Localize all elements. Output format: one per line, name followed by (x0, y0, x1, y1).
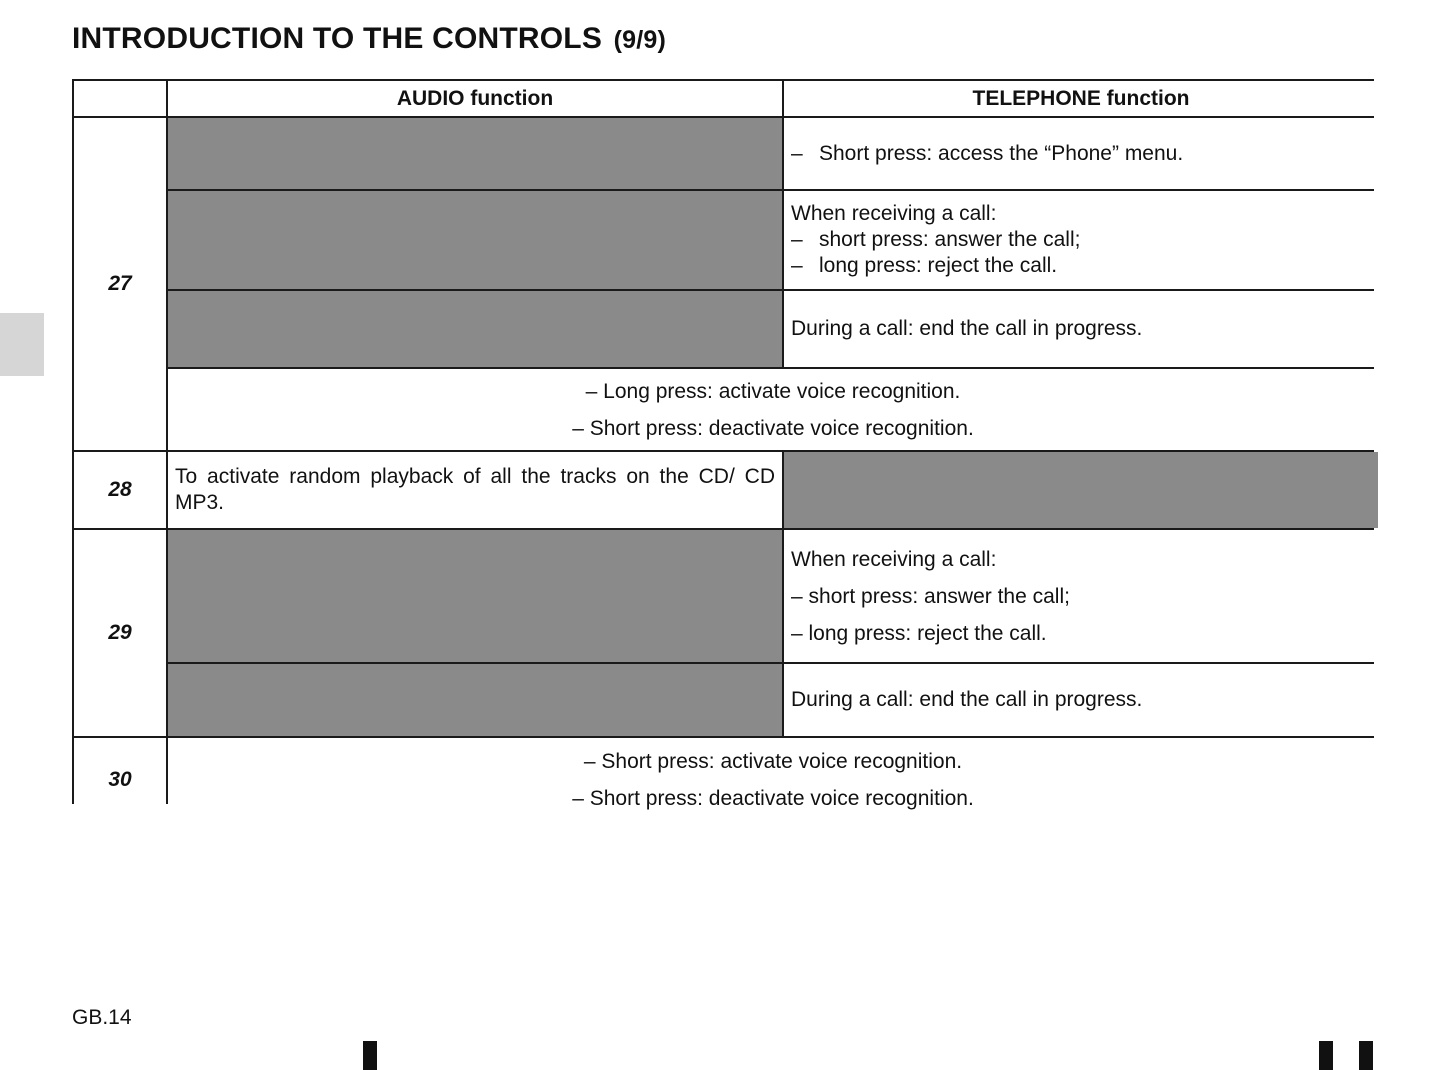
end-call-text: During a call: end the call in progress. (791, 317, 1143, 340)
random-playback-cell (168, 452, 782, 528)
voice-short-press-text: – Short press: deactivate voice recognition. (572, 416, 974, 440)
title-text: INTRODUCTION TO THE CONTROLS (72, 22, 603, 55)
dash-marker: – (791, 228, 803, 251)
bullet-line (791, 141, 1371, 167)
voice-activate-text: – Short press: activate voice recognition. (583, 749, 963, 773)
reject-call-text: – long press: reject the call. (791, 621, 1047, 645)
receiving-call-cell (784, 191, 1378, 289)
header-empty-cell (74, 81, 166, 116)
audio-cell-shaded (168, 118, 782, 189)
voice-recognition-cell (168, 369, 1378, 450)
crop-mark (1359, 1041, 1373, 1070)
voice-recognition-cell (168, 738, 1378, 821)
crop-mark (1319, 1041, 1333, 1070)
phone-menu-text: Short press: access the “Phone” menu. (819, 141, 1184, 165)
page-number: GB.14 (72, 1006, 132, 1029)
controls-table (72, 79, 1374, 810)
end-call-text: During a call: end the call in progress. (791, 688, 1143, 711)
row-number-28: 28 (74, 452, 166, 528)
voice-long-press-text: – Long press: activate voice recognition. (585, 379, 961, 403)
dash-marker: – (791, 141, 803, 165)
crop-mark (363, 1041, 377, 1070)
telephone-cell-shaded (784, 452, 1378, 528)
random-playback-text: To activate random playback of all the tracks on the CD/ CD MP3. (175, 465, 775, 514)
receiving-call-title: When receiving a call: (791, 547, 997, 571)
page-title (72, 22, 666, 56)
audio-cell-shaded (168, 664, 782, 736)
phone-menu-cell (784, 118, 1378, 189)
answer-call-text: short press: answer the call; (819, 228, 1081, 251)
receiving-call-cell (784, 530, 1378, 662)
bullet-line (791, 227, 1371, 253)
dash-marker: – (791, 254, 803, 277)
audio-cell-shaded (168, 191, 782, 289)
title-page-indicator: (9/9) (613, 26, 666, 54)
row-number-29: 29 (74, 530, 166, 736)
reject-call-text: long press: reject the call. (819, 254, 1058, 277)
end-call-cell (784, 664, 1378, 736)
receiving-call-title: When receiving a call: (791, 202, 997, 225)
header-audio-function: AUDIO function (168, 81, 782, 116)
bullet-line (791, 253, 1371, 279)
end-call-cell (784, 291, 1378, 367)
side-tab-marker (0, 313, 44, 376)
audio-cell-shaded (168, 291, 782, 367)
header-telephone-function: TELEPHONE function (784, 81, 1378, 116)
answer-call-text: – short press: answer the call; (791, 584, 1070, 608)
row-number-27: 27 (74, 118, 166, 450)
audio-cell-shaded (168, 530, 782, 662)
voice-deactivate-text: – Short press: deactivate voice recognition. (572, 786, 974, 810)
row-number-30: 30 (74, 738, 166, 821)
